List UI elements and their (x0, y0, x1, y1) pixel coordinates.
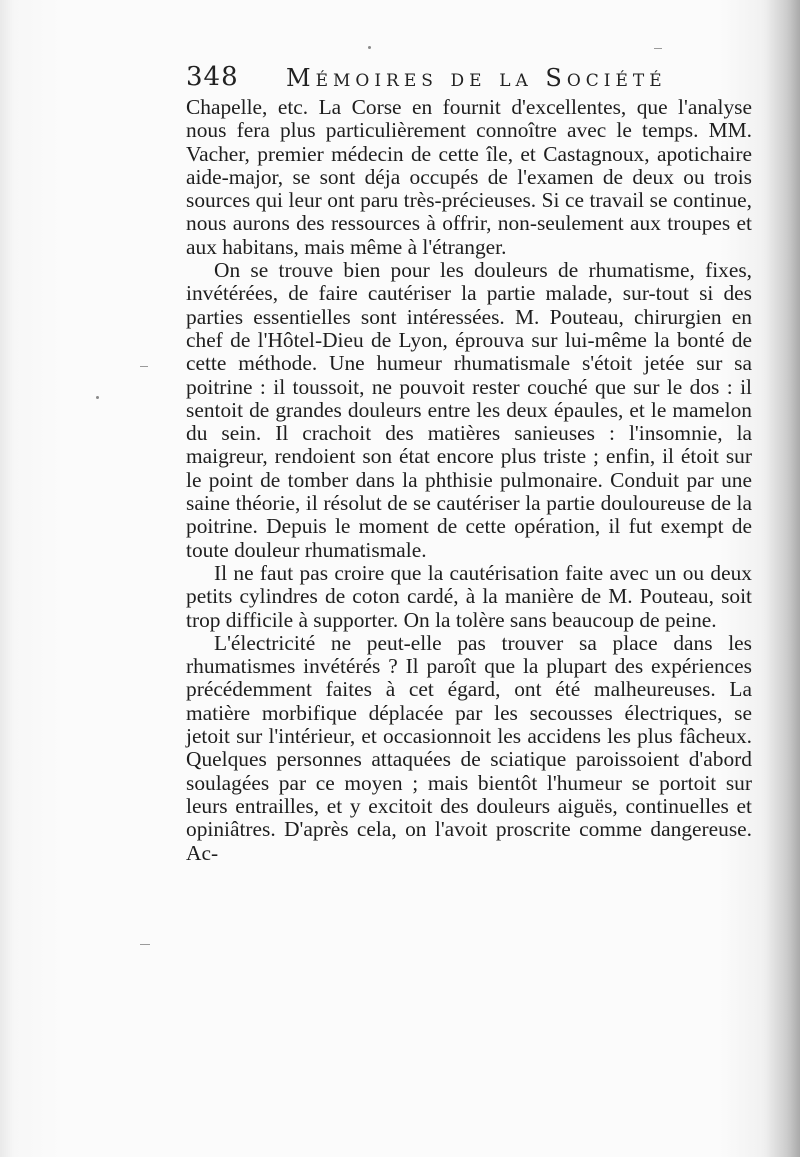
margin-mark (654, 48, 662, 49)
body-text (186, 96, 752, 865)
page-header (186, 62, 667, 98)
paragraph-1: Chapelle, etc. La Corse en fournit d'excellentes, que l'analyse nous fera plus particulièrement connoître avec le temps. MM. Vacher, premier médecin de cette île, et Castagnoux, apotichaire aide-major, se sont déja occupés de l'examen de deux ou trois sources qui leur ont paru très-précieuses. Si ce travail se continue, nous aurons des ressources à offrir, non-seulement aux troupes et aux habitans, mais même à l'étranger. (186, 95, 752, 259)
paragraph-2: On se trouve bien pour les douleurs de rhumatisme, fixes, invétérées, de faire cautériser la partie malade, sur-tout si des parties essentielles sont intéressées. M. Pouteau, chirurgien en chef de l'Hôtel-Dieu de Lyon, éprouva sur lui-même la bonté de cette méthode. Une humeur rhumatismale s'étoit jetée sur sa poitrine : il toussoit, ne pouvoit rester couché que sur le dos : il sentoit de grandes douleurs entre les deux épaules, et le mamelon du sein. Il crachoit des matières sanieuses : l'insomnie, la maigreur, rendoient son état encore plus triste ; enfin, il étoit sur le point de tomber dans la phthisie pulmonaire. Conduit par une saine théorie, il résolut de se cautériser la partie douloureuse de la poitrine. Depuis le moment de cette opération, il fut exempt de toute douleur rhumatismale. (186, 258, 752, 562)
paragraph-4: L'électricité ne peut-elle pas trouver sa place dans les rhumatismes invétérés ? Il paroît que la plupart des expériences précédemment faites à cet égard, ont été malheureuses. La matière morbifique déplacée par les secousses électriques, se jetoit sur l'intérieur, et occasionnoit les accidens les plus fâcheux. Quelques personnes attaquées de sciatique paroissoient d'abord soulagées par ce moyen ; mais bientôt l'humeur se portoit sur leurs entrailles, et y excitoit des douleurs aiguës, continuelles et opiniâtres. D'après cela, on l'avoit proscrite comme dangereuse. Ac- (186, 630, 752, 865)
margin-mark (140, 366, 148, 367)
margin-mark (140, 944, 150, 945)
paper-speck (96, 396, 99, 399)
running-title: Mémoires de la Société (286, 64, 667, 92)
page-number: 348 (186, 62, 239, 92)
paragraph-3: Il ne faut pas croire que la cautérisation faite avec un ou deux petits cylindres de coton cardé, à la manière de M. Pouteau, soit trop difficile à supporter. On la tolère sans beaucoup de peine. (186, 560, 752, 632)
paper-speck (368, 46, 371, 49)
binding-shadow (766, 0, 800, 1157)
